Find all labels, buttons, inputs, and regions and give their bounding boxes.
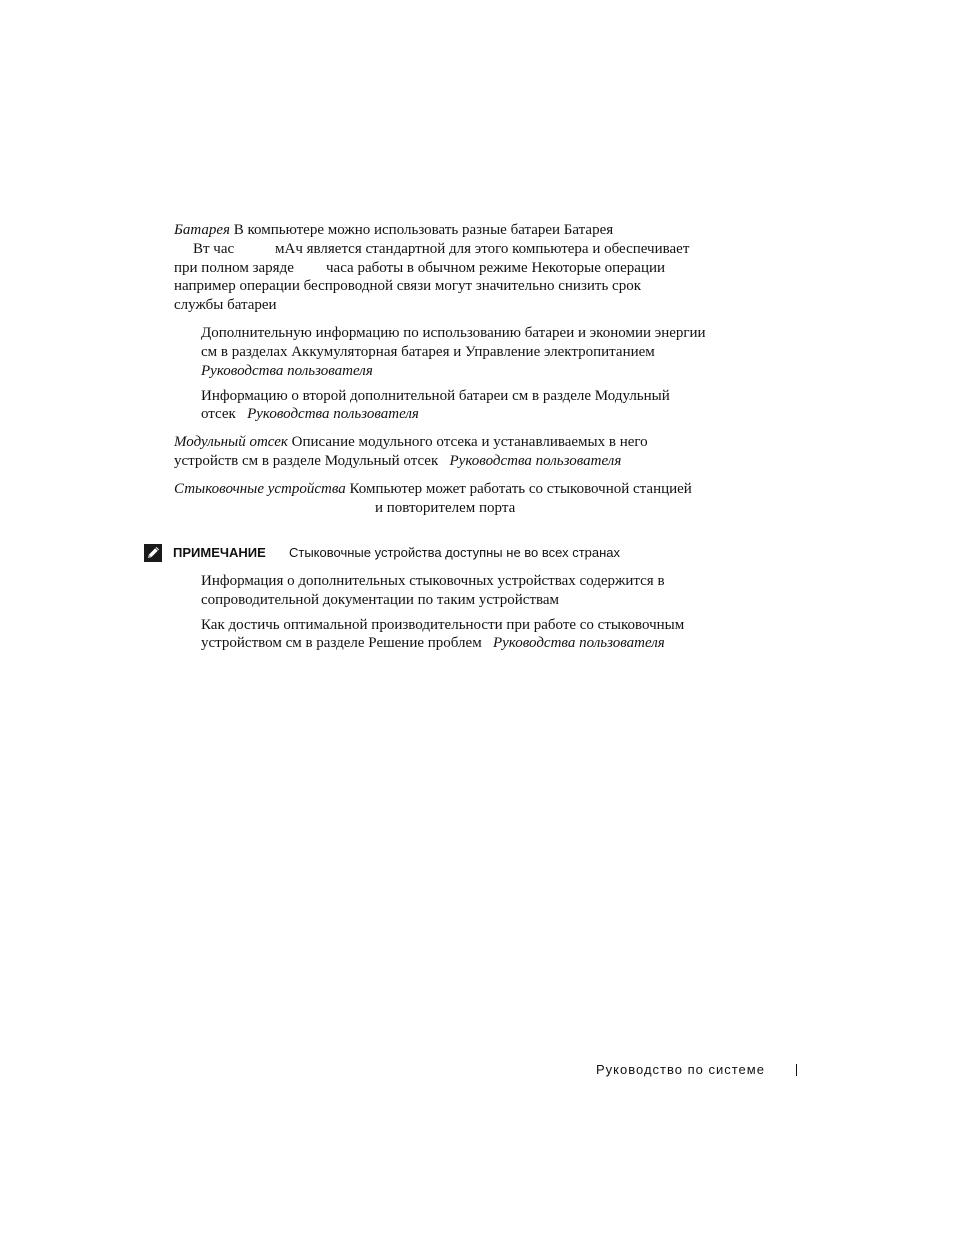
module-term: Модульный отсек bbox=[174, 434, 288, 450]
battery-line-1 bbox=[174, 221, 613, 239]
battery-line-5: службы батареи bbox=[174, 297, 277, 313]
docking-sub-p2-ref: Руководства пользователя bbox=[492, 635, 665, 651]
docking-term: Стыковочные устройства bbox=[174, 481, 346, 497]
battery-line-2b: мАч является стандартной для этого компьютера и обеспечивает bbox=[275, 241, 690, 257]
module-text-1: Описание модульного отсека и устанавливаемых в него bbox=[291, 434, 648, 450]
battery-term: Батарея bbox=[174, 222, 230, 238]
docking-sub-p2-line-1: Как достичь оптимальной производительности при работе со стыковочным bbox=[201, 617, 685, 633]
battery-sub-p2-line-1: Информацию о второй дополнительной батареи см в разделе Модульный bbox=[201, 388, 670, 404]
module-line-2 bbox=[174, 452, 621, 470]
battery-line-2a: Вт час bbox=[193, 241, 235, 257]
docking-sub-p1-line-2: сопроводительной документации по таким устройствам bbox=[201, 592, 560, 608]
page-footer: Руководство по системе bbox=[596, 1062, 765, 1077]
battery-sub-p1-line-2: см в разделах Аккумуляторная батарея и Управление электропитанием bbox=[201, 344, 655, 360]
module-line-1 bbox=[174, 433, 648, 451]
docking-sub-p2-line-2 bbox=[201, 634, 665, 652]
battery-line-4: например операции беспроводной связи могут значительно снизить срок bbox=[174, 278, 641, 294]
battery-text-1: В компьютере можно использовать разные батареи Батарея bbox=[233, 222, 614, 238]
battery-sub-p1-line-1: Дополнительную информацию по использованию батареи и экономии энергии bbox=[201, 325, 706, 341]
docking-text-1: Компьютер может работать со стыковочной станцией bbox=[349, 481, 692, 497]
module-ref: Руководства пользователя bbox=[449, 453, 622, 469]
footer-divider bbox=[796, 1064, 797, 1076]
pencil-note-icon bbox=[144, 544, 162, 562]
battery-line-3a: при полном заряде bbox=[174, 260, 294, 276]
battery-sub-p2-line-2 bbox=[201, 405, 419, 423]
battery-sub-p1-line-3: Руководства пользователя bbox=[201, 363, 373, 379]
docking-line-2: и повторителем порта bbox=[375, 500, 516, 516]
docking-sub-p1-line-1: Информация о дополнительных стыковочных устройствах содержится в bbox=[201, 573, 665, 589]
battery-sub-p2-ref: Руководства пользователя bbox=[247, 406, 419, 422]
note-label: ПРИМЕЧАНИЕ bbox=[173, 545, 266, 560]
battery-sub-p2-text: отсек bbox=[201, 406, 236, 422]
battery-line-3b: часа работы в обычном режиме Некоторые операции bbox=[326, 260, 666, 276]
module-text-2: устройств см в разделе Модульный отсек bbox=[174, 453, 439, 469]
docking-sub-p2-text: устройством см в разделе Решение проблем bbox=[201, 635, 482, 651]
docking-line-1 bbox=[174, 480, 692, 498]
note-text: Стыковочные устройства доступны не во всех странах bbox=[289, 545, 621, 560]
